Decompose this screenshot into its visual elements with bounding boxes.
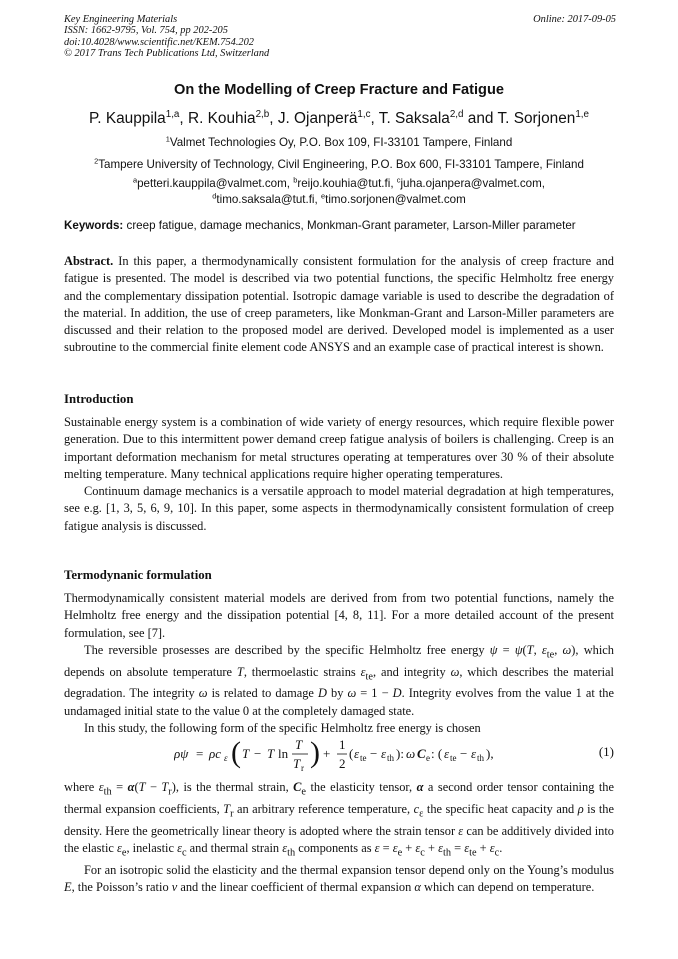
intro-paragraph: Sustainable energy system is a combination of wide variety of energy resources, which require flexible power generation. Due to this intermittent power demand creep fatigue analysis of boilers is challenging. Creep is an important deformation mechanism for metal structures operating at temperatures over 30 % of their absolute melting temperature. Many technical applications require higher operating temperatures. Continuum damage mechanics is a versatile approach to model material degradation at high temperatures, see e.g. [1, 3, 5, 6, 9, 10]. In this paper, some aspects in thermodynamically consistent formulation of creep fatigue analysis is discussed. [64,415,614,533]
svg-text:te: te [450,753,457,763]
equation-number: (1) [598,744,614,759]
issn: ISSN: 1662-9795, Vol. 754, pp 202-205 [64,25,228,37]
helmholtz-equation [174,733,534,775]
svg-text:2: 2 [339,756,346,771]
thermo-paragraph: Thermodynamically consistent material models are derived from from two potential functions, namely the Helmholtz free energy and the dissipation potential [4, 8, 11]. For a more detailed account of the present formulation, see [7]. The reversible prosesses are described by the specific Helmholtz free energy ψ = ψ(T, $\varepsilon_{te}$, ω), which depends on absolute temperature T, thermoelastic strains $\varepsilon_{te}$, and integrity ω, which describes the material degradation. The integrity ω is related to damage D by ω = 1 − D. Integrity evolves from the value 1 at the undamaged initial state to the value 0 at the completely damaged state. In this study, the following form of the specific Helmholtz free energy is chosen [64,591,615,736]
svg-text:−: − [460,746,468,761]
doi: doi:10.4028/www.scientific.net/KEM.754.202 [64,36,254,48]
svg-text:e: e [426,753,430,763]
svg-text:C: C [417,746,426,761]
affiliation-2: $^2$Tampere University of Technology, Civil Engineering, P.O. Box 600, FI-33101 Tampere, Finland [94,156,584,171]
email: timo.sorjonen@valmet.com [325,193,466,206]
svg-text:ln: ln [278,746,289,761]
email: timo.saksala@tut.fi [216,193,315,206]
author-list: P. Kauppila$^{1,a}$, R. Kouhia$^{2,b}$, J. Ojanperä$^{1,c}$, T. Saksala$^{2,d}$ and T. Sorjonen$^{1,e}$ [88,109,589,127]
abstract: Abstract. In this paper, a thermodynamically consistent formulation for the analysis of creep fracture and fatigue is presented. The model is described via two potential functions, the specific Helmholtz free energy and the complementary dissipation potential. Isotropic damage variable is used to describe the degradation of the material. In addition, the use of creep parameters, like Monkman-Grant and Larson-Miller parameters are discussed and their relation to the proposed model are derived. Developed model is implemented as a user subroutine to the commercial finite element code ANSYS and an example case of practical interest is shown. [64,254,614,355]
affiliation-1: $^1$Valmet Technologies Oy, P.O. Box 109, FI-33101 Tampere, Finland [165,134,513,149]
svg-text:1: 1 [339,737,346,752]
author: R. Kouhia [187,110,256,127]
author: T. Sorjonen [497,110,576,127]
journal-header [64,14,269,60]
thermo-paragraph: where $\varepsilon_{th} = \alpha(T - T_r)$, is the thermal strain, $C_e$ the elasticity tensor, α a second order tensor containing the thermal expansion coefficients, $T_r$ an arbitrary reference temperature, $c_\varepsilon$ the specific heat capacity and ρ is the density. Here the geometrically linear theory is adopted where the strain tensor ε can be additively divided into the elastic $\varepsilon_e$, inelastic $\varepsilon_c$ and thermal strain $\varepsilon_{th}$ components as $\varepsilon = \varepsilon_e + \varepsilon_c + \varepsilon_{th} = \varepsilon_{te} + \varepsilon_c$. For an isotropic solid the elasticity and the thermal expansion tensor depend only on the Young’s modulus E, the Poisson’s ratio ν and the linear coefficient of thermal expansion α which can depend on temperature. [64,780,614,894]
online-date: Online: 2017-09-05 [533,14,616,25]
svg-text:T: T [242,746,250,761]
author: J. Ojanperä [277,110,358,127]
svg-text:ε: ε [354,746,360,761]
svg-text:ρψ: ρψ [174,746,189,761]
svg-text:(: ( [349,746,354,761]
email: reijo.kouhia@tut.fi [297,177,391,190]
svg-text:T: T [295,737,303,752]
svg-text:th: th [387,753,395,763]
svg-text:T: T [293,756,301,771]
svg-text:+: + [323,746,331,761]
email: petteri.kauppila@valmet.com [137,177,287,190]
svg-text:T: T [267,746,275,761]
svg-text:): ) [310,736,320,769]
svg-text:: (: : ( [431,746,443,761]
svg-text:ε: ε [381,746,387,761]
svg-text:ε: ε [444,746,450,761]
svg-text:(: ( [231,736,241,769]
svg-text:ω: ω [406,746,416,761]
svg-text:th: th [477,753,485,763]
svg-text:ε: ε [224,753,228,763]
svg-text:r: r [301,763,304,773]
svg-text:ε: ε [471,746,477,761]
section-heading: Termodynanic formulation [64,568,212,582]
equation-1 [64,733,614,775]
journal-name: Key Engineering Materials [64,14,178,25]
section-heading: Introduction [64,392,134,406]
svg-text:=: = [196,746,204,761]
copyright: © 2017 Trans Tech Publications Ltd, Switzerland [64,48,270,60]
keywords: Keywords: creep fatigue, damage mechanics, Monkman-Grant parameter, Larson-Miller parameter [64,219,576,232]
author: T. Saksala [378,110,450,127]
svg-text:−: − [370,746,378,761]
svg-text:),: ), [486,746,494,761]
svg-text:−: − [254,746,262,761]
svg-text:):: ): [396,746,404,761]
svg-text:te: te [360,753,367,763]
svg-text:ρc: ρc [209,746,222,761]
email: juha.ojanpera@valmet.com [400,177,542,190]
paper-title: On the Modelling of Creep Fracture and Fatigue [173,82,504,98]
email-list: $^a$petteri.kauppila@valmet.com, $^b$reijo.kouhia@tut.fi, $^c$juha.ojanpera@valmet.com, $^d$timo.saksala@tut.fi, $^e$timo.sorjonen@valmet.com [132,175,546,206]
author: P. Kauppila [88,110,166,127]
